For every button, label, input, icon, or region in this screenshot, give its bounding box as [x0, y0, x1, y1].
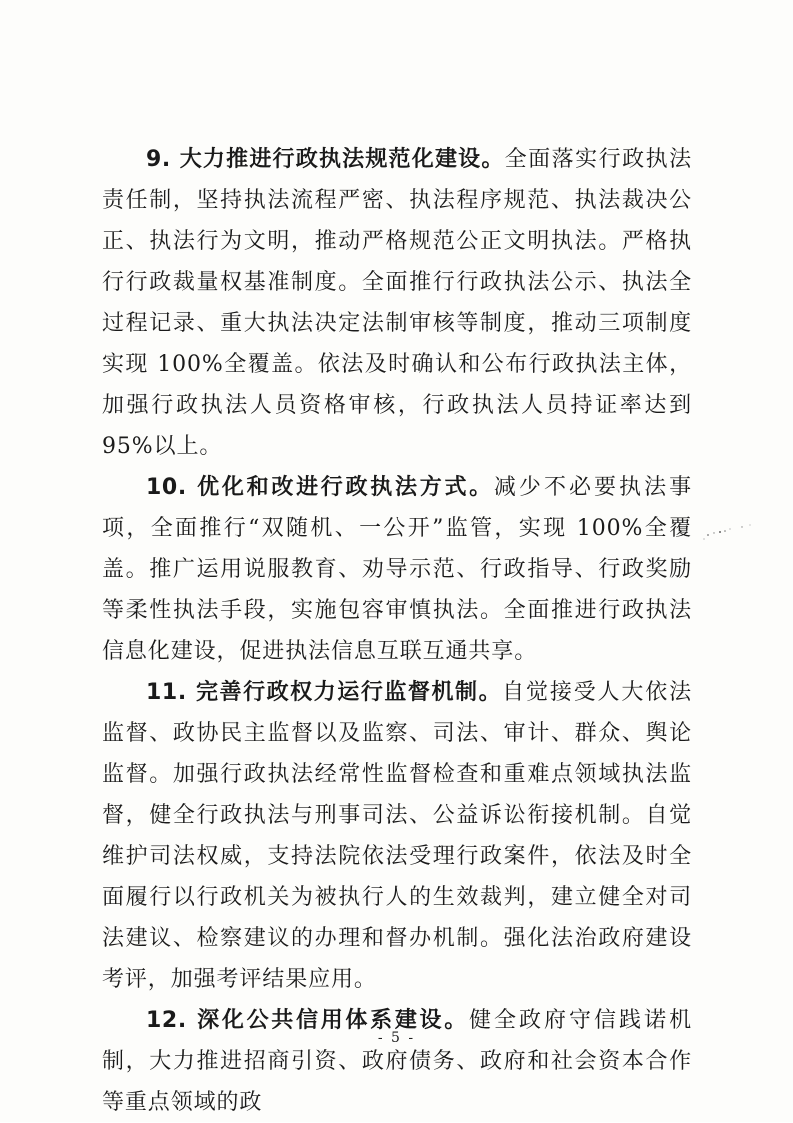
paragraph-12	[102, 1000, 692, 1123]
paragraph-text: 健全政府守信践诺机制，大力推进招商引资、政府债务、政府和社会资本合作等重点领域的政	[102, 1008, 692, 1115]
paragraph-text: 减少不必要执法事项，全面推行“双随机、一公开”监管，实现 100%全覆盖。推广运用说服教育、劝导示范、行政指导、行政奖励等柔性执法手段，实施包容审慎执法。全面推进行政执法信息化建设，促进执法信息互联互通共享。	[102, 475, 693, 664]
paragraph-11	[102, 672, 692, 1000]
paragraph-text: 自觉接受人大依法监督、政协民主监督以及监察、司法、审计、群众、舆论监督。加强行政执法经常性监督检查和重难点领域执法监督，健全行政执法与刑事司法、公益诉讼衔接机制。自觉维护司法权威，支持法院依法受理行政案件，依法及时全面履行以行政机关为被执行人的生效裁判，建立健全对司法建议、检察建议的办理和督办机制。强化法治政府建设考评，加强考评结果应用。	[102, 680, 692, 992]
page-number: - 5 -	[377, 1030, 416, 1046]
paragraph-9	[102, 139, 692, 467]
paragraph-heading: 9. 大力推进行政执法规范化建设。	[146, 147, 505, 172]
paragraph-10	[102, 467, 692, 672]
paragraph-text: 全面落实行政执法责任制，坚持执法流程严密、执法程序规范、执法裁决公正、执法行为文明，推动严格规范公正文明执法。严格执行行政裁量权基准制度。全面推行行政执法公示、执法全过程记录、重大执法决定法制审核等制度，推动三项制度实现 100%全覆盖。依法及时确认和公布行政执法主体，加强行政执法人员资格审核，行政执法人员持证率达到 95%以上。	[102, 147, 692, 459]
scan-specks	[690, 515, 770, 545]
paragraph-heading: 11. 完善行政权力运行监督机制。	[146, 680, 503, 705]
paragraph-heading: 10. 优化和改进行政执法方式。	[146, 475, 494, 500]
paragraph-heading: 12. 深化公共信用体系建设。	[146, 1008, 469, 1033]
document-body	[102, 139, 692, 1123]
